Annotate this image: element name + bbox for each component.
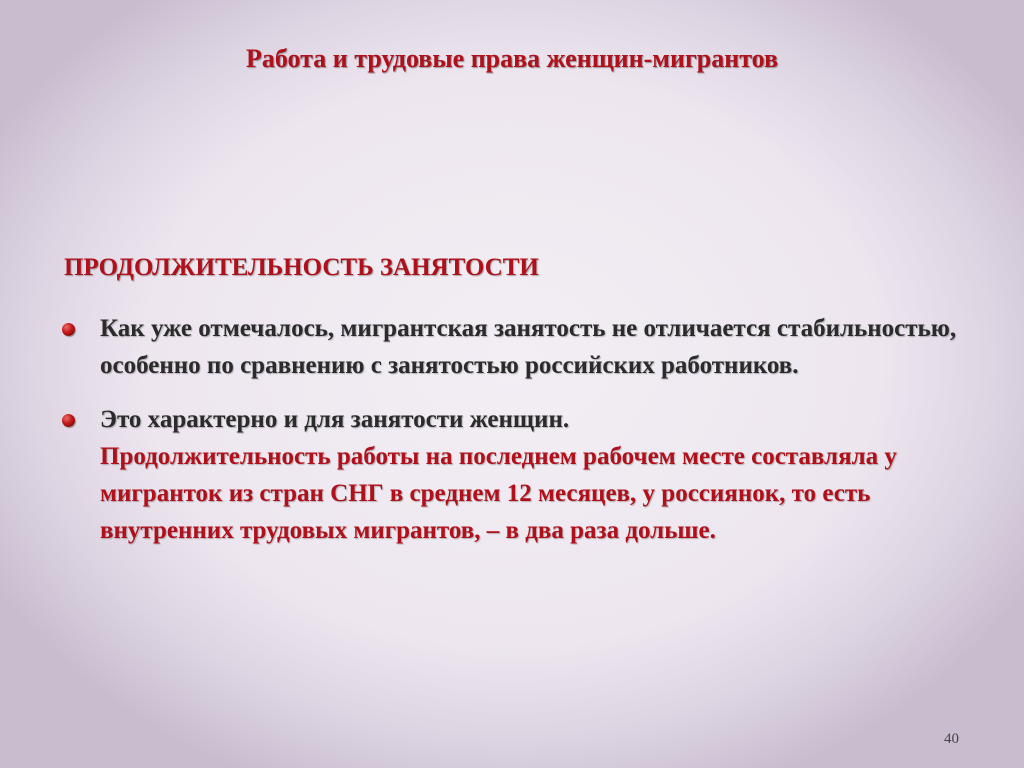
bullet-list <box>58 310 968 566</box>
section-heading: ПРОДОЛЖИТЕЛЬНОСТЬ ЗАНЯТОСТИ <box>64 254 539 281</box>
bullet-item <box>58 310 968 384</box>
bullet-text: Это характерно и для занятости женщин. <box>100 406 570 433</box>
slide-title: Работа и трудовые права женщин-мигрантов <box>245 44 779 73</box>
red-sphere-bullet-icon <box>62 323 75 336</box>
bullet-item <box>58 401 968 549</box>
bullet-text: Как уже отмечалось, мигрантская занятость не отличается стабильностью, особенно по сравнению с занятостью российских работников. <box>100 315 957 379</box>
bullet-highlight-text: Продолжительность работы на последнем рабочем месте составляла у мигранток из стран СНГ в среднем 12 месяцев, у россиянок, то есть внутренних трудовых мигрантов, – в два раза дольше. <box>100 443 897 544</box>
red-sphere-bullet-icon <box>62 414 75 427</box>
page-number: 40 <box>944 731 959 747</box>
